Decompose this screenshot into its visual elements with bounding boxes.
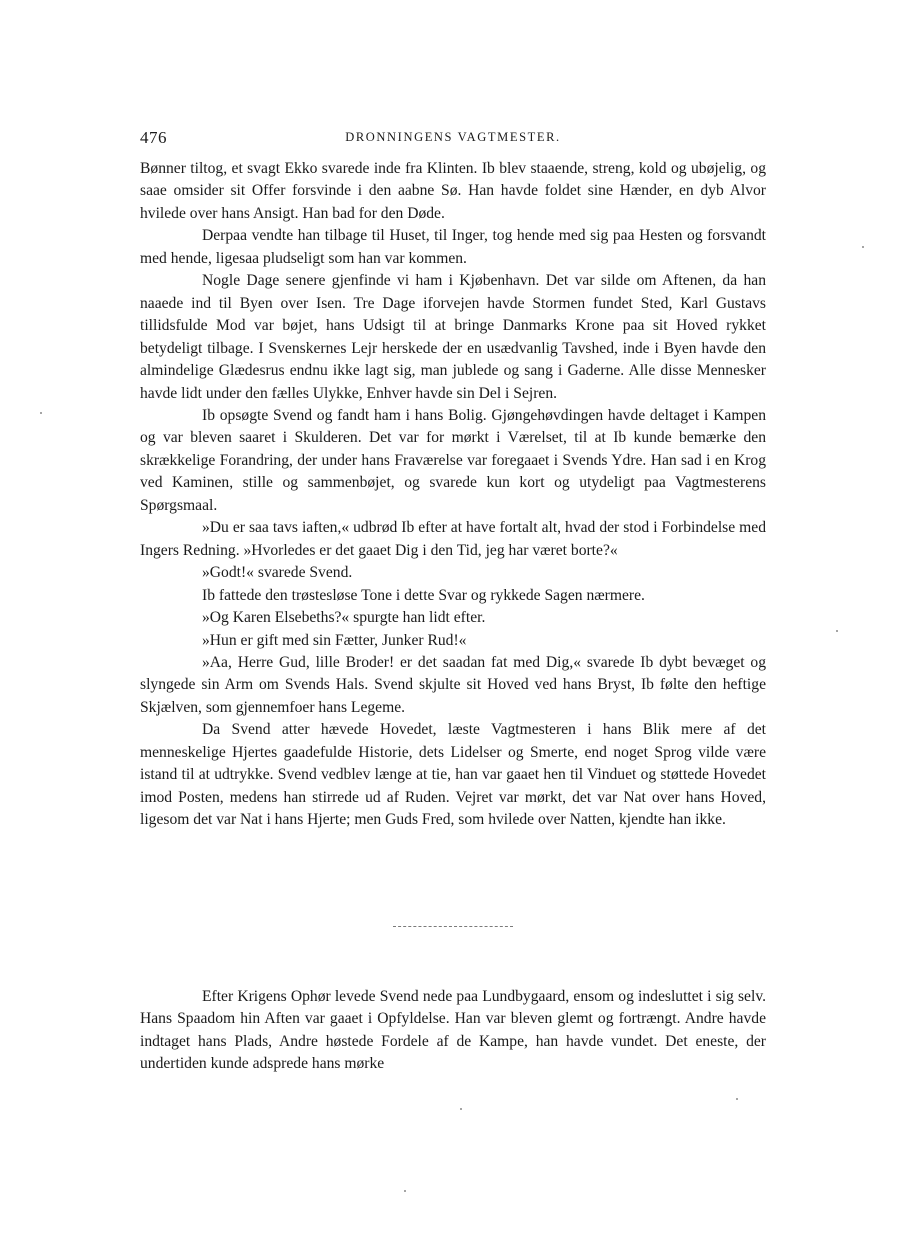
paragraph: »Du er saa tavs iaften,« udbrød Ib efter at have fortalt alt, hvad der stod i Forbindelse med Ingers Redning. »Hvorledes er det gaaet Dig i den Tid, jeg har været borte?« xyxy=(140,519,766,559)
paper-speck xyxy=(460,1108,462,1110)
paragraph: Derpaa vendte han tilbage til Huset, til Inger, tog hende med sig paa Hesten og forsvandt med hende, ligesaa pludseligt som han var kommen. xyxy=(140,227,766,267)
section-text xyxy=(140,986,766,1076)
paragraph: »Og Karen Elsebeths?« spurgte han lidt efter. xyxy=(202,609,486,627)
page-number: 476 xyxy=(140,128,167,147)
paper-speck xyxy=(862,246,864,248)
paragraph: »Godt!« svarede Svend. xyxy=(202,564,353,582)
paragraph: Nogle Dage senere gjenfinde vi ham i Kjøbenhavn. Det var silde om Aftenen, da han naaede ind til Byen over Isen. Tre Dage iforvejen havde Stormen fundet Sted, Karl Gustavs tillidsfulde Mod var bøjet, hans Udsigt til at bringe Danmarks Krone paa sit Hoved rykket betydeligt tilbage. I Svenskernes Lejr herskede der en usædvanlig Tavshed, inde i Byen havde den almindelige Glædesrus endnu ikke lagt sig, man jublede og sang i Gaderne. Alle disse Mennesker havde lidt under den fælles Ulykke, Enhver havde sin Del i Sejren. xyxy=(140,272,766,402)
paper-speck xyxy=(736,1098,738,1100)
paragraph-continuation: Bønner tiltog, et svagt Ekko svarede inde fra Klinten. Ib blev staaende, streng, kold og ubøjelig, og saae omsider sit Offer forsvinde i den aabne Sø. Han havde foldet sine Hænder, en dyb Alvor hvilede over hans Ansigt. Han bad for den Døde. xyxy=(140,160,766,222)
paper-speck xyxy=(836,630,838,632)
paper-speck xyxy=(404,1190,406,1192)
page-header xyxy=(140,128,766,150)
paragraph: »Aa, Herre Gud, lille Broder! er det saadan fat med Dig,« svarede Ib dybt bevæget og slyngede sin Arm om Svends Hals. Svend skjulte sit Hoved ved hans Bryst, Ib følte den heftige Skjælven, som gjennemfoer hans Legeme. xyxy=(140,653,766,716)
paragraph: Da Svend atter hævede Hovedet, læste Vagtmesteren i hans Blik mere af det menneskelige Hjertes gaadefulde Historie, dets Lidelser og Smerte, end noget Sprog vilde være istand til at udtrykke. Svend vedblev længe at tie, han var gaaet hen til Vinduet og støttede Hovedet imod Posten, medens han stirrede ud af Ruden. Vejret var mørkt, det var Nat over hans Hoved, ligesom det var Nat i hans Hjerte; men Guds Fred, som hvilede over Natten, kjendte han ikke. xyxy=(140,721,766,829)
main-text xyxy=(140,158,766,832)
running-title: DRONNINGENS VAGTMESTER. xyxy=(345,130,561,144)
section-divider xyxy=(393,926,513,927)
paragraph: Ib fattede den trøstesløse Tone i dette Svar og rykkede Sagen nærmere. xyxy=(202,586,645,604)
paper-speck xyxy=(40,412,42,414)
paragraph: »Hun er gift med sin Fætter, Junker Rud!« xyxy=(202,631,467,649)
paragraph: Efter Krigens Ophør levede Svend nede paa Lundbygaard, ensom og indesluttet i sig selv. Hans Spaadom hin Aften var gaaet i Opfyldelse. Han var bleven glemt og fortrængt. Andre havde indtaget hans Plads, Andre høstede Fordele af de Kampe, han havde vundet. Det eneste, der undertiden kunde adsprede hans mørke xyxy=(140,988,766,1073)
paragraph: Ib opsøgte Svend og fandt ham i hans Bolig. Gjøngehøvdingen havde deltaget i Kampen og var bleven saaret i Skulderen. Det var for mørkt i Værelset, til at Ib kunde bemærke den skrækkelige Forandring, der under hans Fraværelse var foregaaet i Svends Ydre. Han sad i en Krog ved Kaminen, stille og sammenbøjet, og svarede kun kort og utydeligt paa Vagtmesterens Spørgsmaal. xyxy=(140,406,766,514)
